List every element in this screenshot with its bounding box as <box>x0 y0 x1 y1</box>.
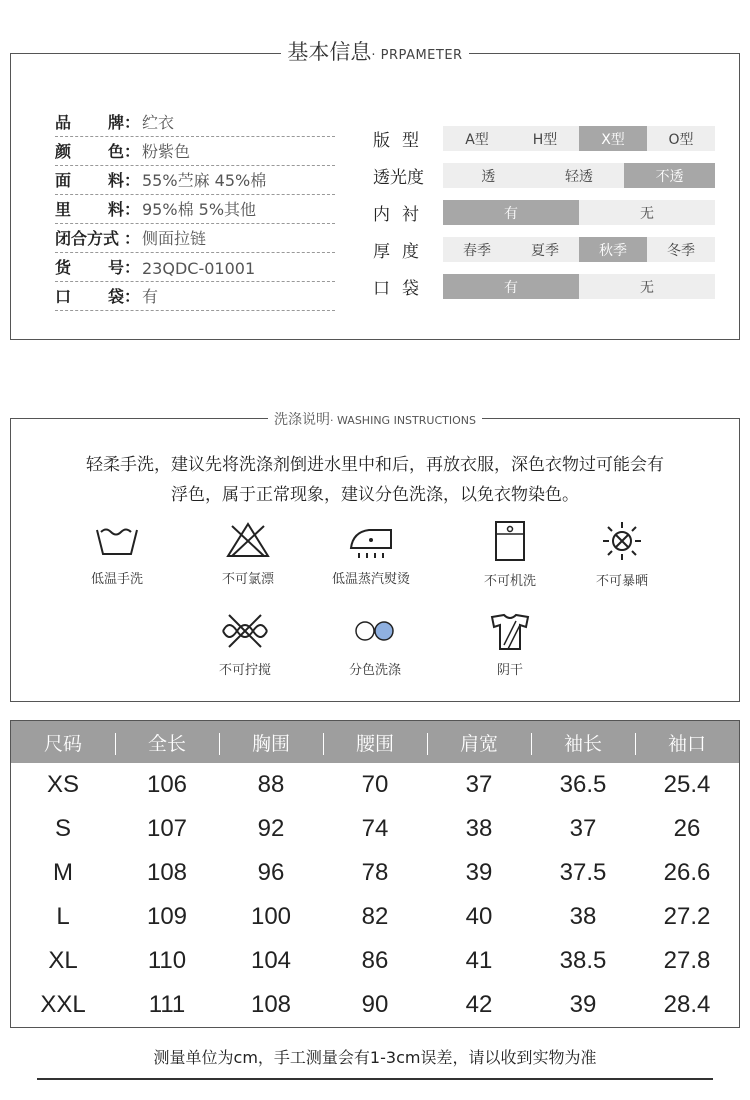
attribute-options <box>443 274 715 299</box>
table-cell: L <box>56 903 70 930</box>
table-row <box>11 851 739 895</box>
table-cell: 40 <box>465 903 493 930</box>
attribute-name: 版型 <box>373 131 431 151</box>
table-cell: 106 <box>146 771 188 798</box>
attribute-option: 无 <box>579 200 715 225</box>
info-row: 颜 色 ： 粉紫色 <box>55 137 335 166</box>
attribute-option: 不透 <box>624 163 715 188</box>
wash-item: 不可暴晒 <box>567 520 677 589</box>
attribute-grid <box>373 120 718 305</box>
size-table-header <box>11 721 739 763</box>
column-header: 全长 <box>115 729 219 756</box>
wash-item: 不可拧搅 <box>190 611 300 678</box>
washing-description: 轻柔手洗，建议先将洗涤剂倒进水里中和后，再放衣服，深色衣物过可能会有 浮色，属于正常现象，建议分色洗涤，以免衣物染色。 <box>86 455 664 505</box>
table-cell: 107 <box>146 815 188 842</box>
table-cell: 86 <box>361 947 389 974</box>
table-cell: 41 <box>465 947 493 974</box>
info-value: 有 <box>142 287 159 306</box>
table-cell: 38 <box>569 903 597 930</box>
wash-item: 阴干 <box>455 611 565 678</box>
info-label: 颜 色 <box>55 142 124 161</box>
attribute-option: H型 <box>511 126 579 151</box>
table-cell: 37 <box>465 771 493 798</box>
table-cell: 111 <box>148 991 186 1018</box>
info-value: 纻衣 <box>142 113 175 132</box>
table-cell: 25.4 <box>663 771 711 798</box>
size-table <box>10 720 740 1028</box>
no-wring-icon <box>219 611 271 651</box>
wash-item: 低温蒸汽熨烫 <box>316 520 426 587</box>
table-cell: 37.5 <box>559 859 607 886</box>
table-cell: XS <box>46 771 79 798</box>
steam-iron-icon <box>345 520 397 560</box>
attribute-option: 秋季 <box>579 237 647 262</box>
wash-item: 不可氯漂 <box>193 520 303 587</box>
attribute-option: 无 <box>579 274 715 299</box>
column-header: 袖长 <box>531 729 635 756</box>
size-table-body <box>11 763 739 1027</box>
table-cell: 38.5 <box>559 947 607 974</box>
table-cell: 38 <box>465 815 493 842</box>
table-row <box>11 983 739 1027</box>
info-label: 品 牌 <box>55 113 124 132</box>
attribute-option: 有 <box>443 274 579 299</box>
table-cell: 108 <box>250 991 292 1018</box>
table-cell: 36.5 <box>559 771 607 798</box>
wash-item: 分色洗涤 <box>320 611 430 678</box>
table-cell: 109 <box>146 903 188 930</box>
table-cell: 78 <box>361 859 389 886</box>
attribute-row <box>373 120 718 157</box>
attribute-row <box>373 231 718 268</box>
info-value: 95%棉 5%其他 <box>142 200 257 219</box>
table-cell: 82 <box>361 903 389 930</box>
attribute-option: 透 <box>443 163 534 188</box>
table-cell: 42 <box>465 991 493 1018</box>
table-cell: 37 <box>569 815 597 842</box>
table-cell: 96 <box>257 859 285 886</box>
attribute-name: 透光度 <box>373 168 424 188</box>
info-label: 货 号 <box>55 258 124 277</box>
column-header: 肩宽 <box>427 729 531 756</box>
info-row: 里 料 ： 95%棉 5%其他 <box>55 195 335 224</box>
no-sun-icon <box>601 520 643 562</box>
info-label: 口 袋 <box>55 287 124 306</box>
attribute-option: A型 <box>443 126 511 151</box>
attribute-option: 有 <box>443 200 579 225</box>
table-cell: 26.6 <box>663 859 711 886</box>
attribute-option: 春季 <box>443 237 511 262</box>
attribute-options <box>443 237 715 262</box>
wash-item: 不可机洗 <box>455 520 565 589</box>
info-label: 里 料 <box>55 200 124 219</box>
column-header: 腰围 <box>323 729 427 756</box>
table-cell: 28.4 <box>663 991 711 1018</box>
attribute-row <box>373 157 718 194</box>
measurement-note: 测量单位为cm，手工测量会有1-3cm误差，请以收到实物为准 <box>153 1048 597 1067</box>
table-cell: XL <box>48 947 78 974</box>
table-cell: 92 <box>257 815 285 842</box>
wash-item: 低温手洗 <box>62 520 172 587</box>
attribute-row <box>373 268 718 305</box>
table-cell: 70 <box>361 771 389 798</box>
info-value: 23QDC-01001 <box>142 259 256 278</box>
info-row: 品 牌 ： 纻衣 <box>55 108 335 137</box>
info-row: 面 料 ： 55%苎麻 45%棉 <box>55 166 335 195</box>
table-cell: 90 <box>361 991 389 1018</box>
table-cell: XXL <box>40 991 86 1018</box>
table-cell: 100 <box>250 903 292 930</box>
table-row <box>11 939 739 983</box>
info-row: 货 号 ： 23QDC-01001 <box>55 253 335 282</box>
table-cell: 27.2 <box>663 903 711 930</box>
info-value: 侧面拉链 <box>142 229 207 248</box>
attribute-name: 内衬 <box>373 205 431 225</box>
info-value: 55%苎麻 45%棉 <box>142 171 267 190</box>
table-cell: 39 <box>569 991 597 1018</box>
column-header: 尺码 <box>43 732 82 755</box>
basic-info-title: 基本信息· PRPAMETER <box>0 36 750 66</box>
table-cell: M <box>53 859 73 886</box>
shade-dry-icon <box>488 611 532 651</box>
table-row <box>11 807 739 851</box>
no-machine-wash-icon <box>490 520 530 562</box>
attribute-options <box>443 163 715 188</box>
attribute-option: 冬季 <box>647 237 715 262</box>
table-cell: 104 <box>250 947 292 974</box>
attribute-option: 轻透 <box>534 163 625 188</box>
column-header: 袖口 <box>635 729 739 756</box>
table-cell: S <box>54 815 71 842</box>
table-cell: 26 <box>673 815 701 842</box>
attribute-name: 厚度 <box>373 242 431 262</box>
info-row: 闭合方式 ： 侧面拉链 <box>55 224 335 253</box>
info-row: 口 袋 ： 有 <box>55 282 335 311</box>
table-cell: 27.8 <box>663 947 711 974</box>
attribute-option: X型 <box>579 126 647 151</box>
washing-title: 洗涤说明· WASHING INSTRUCTIONS <box>0 409 750 429</box>
info-list <box>55 108 335 311</box>
info-label: 闭合方式 <box>55 229 120 248</box>
table-cell: 74 <box>361 815 389 842</box>
no-bleach-icon <box>224 520 272 560</box>
table-cell: 110 <box>147 947 187 974</box>
info-label: 面 料 <box>55 171 124 190</box>
info-value: 粉紫色 <box>142 142 191 161</box>
attribute-option: O型 <box>647 126 715 151</box>
attribute-row <box>373 194 718 231</box>
divider <box>37 1078 713 1080</box>
table-row <box>11 895 739 939</box>
hand-wash-icon <box>93 520 141 560</box>
separate-wash-icon <box>351 611 399 651</box>
attribute-option: 夏季 <box>511 237 579 262</box>
table-cell: 108 <box>146 859 188 886</box>
column-header: 胸围 <box>219 729 323 756</box>
attribute-options <box>443 126 715 151</box>
table-row <box>11 763 739 807</box>
attribute-options <box>443 200 715 225</box>
table-cell: 39 <box>465 859 493 886</box>
table-cell: 88 <box>257 771 285 798</box>
attribute-name: 口袋 <box>373 279 431 299</box>
